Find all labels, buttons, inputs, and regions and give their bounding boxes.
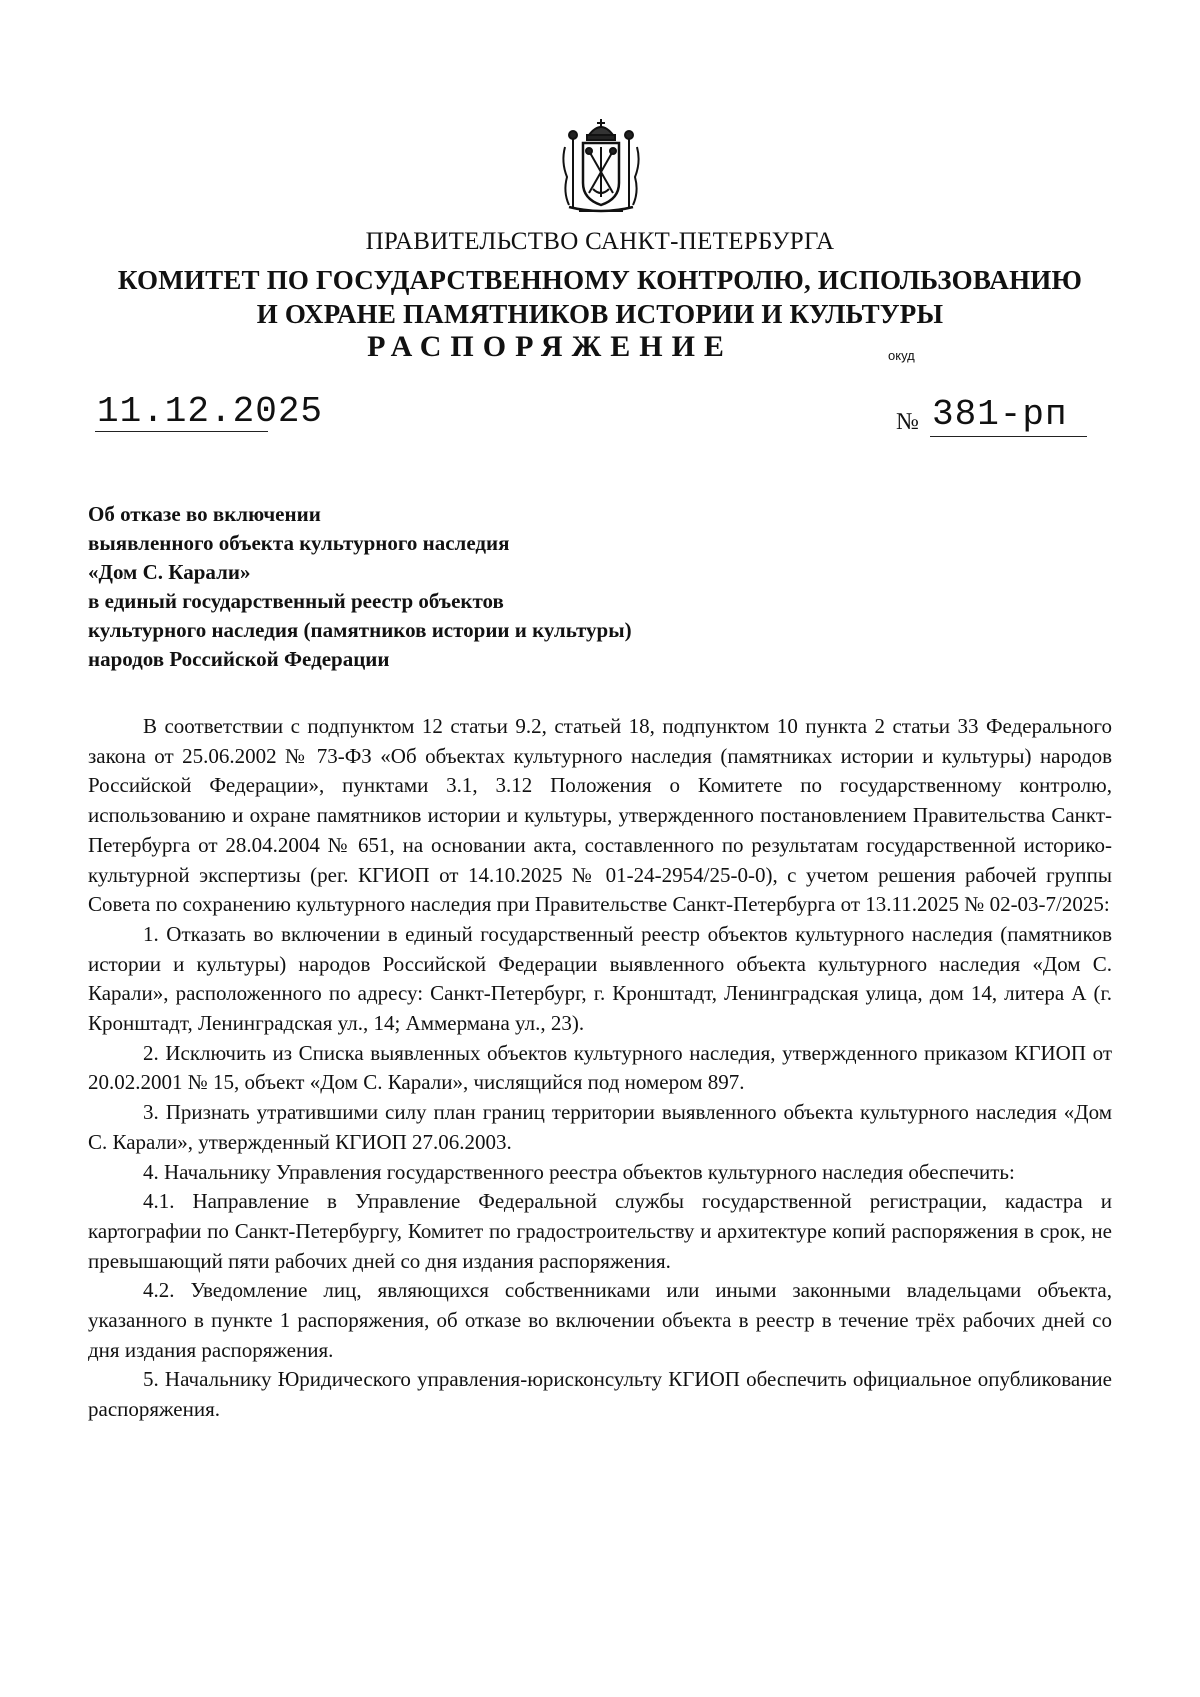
clause-4-2: 4.2. Уведомление лиц, являющихся собственниками или иными законными владельцами объекта, указанного в пункте 1 распоряжения, об отказе во включении объекта в реестр в течение трёх рабочих дней со дня издания распоряжения.	[88, 1278, 1112, 1362]
clause-4-1: 4.1. Направление в Управление Федеральной службы государственной регистрации, кадастра и картографии по Санкт-Петербургу, Комитет по градостроительству и архитектуре копий распоряжения в срок, не превышающий пяти рабочих дней со дня издания распоряжения.	[88, 1189, 1112, 1273]
subject-line: в единый государственный реестр объектов	[88, 589, 504, 613]
clause-2: 2. Исключить из Списка выявленных объектов культурного наследия, утвержденного приказом КГИОП от 20.02.2001 № 15, объект «Дом С. Карали», числящийся под номером 897.	[88, 1040, 1112, 1095]
subject-line: Об отказе во включении	[88, 502, 321, 526]
subject-line: народов Российской Федерации	[88, 647, 390, 671]
date-underline	[95, 431, 268, 432]
subject-line: выявленного объекта культурного наследия	[88, 531, 510, 555]
clause-3: 3. Признать утратившими силу план границ территории выявленного объекта культурного наследия «Дом С. Карали», утвержденный КГИОП 27.06.2003.	[88, 1100, 1112, 1154]
document-type: РАСПОРЯЖЕНИЕ	[367, 330, 733, 363]
clause-1: 1. Отказать во включении в единый государственный реестр объектов культурного наследия (памятников истории и культуры) народов Российской Федерации выявленного объекта культурного наследия «Дом С. Карали», расположенного по адресу: Санкт-Петербург, г. Кронштадт, Ленинградская улица, дом 14, литера А (г. Кронштадт, Ленинградская ул., 14; Аммермана ул., 23).	[88, 921, 1112, 1036]
coat-of-arms-icon	[559, 117, 643, 217]
okud-label: окуд	[888, 348, 915, 363]
document-body	[88, 712, 1112, 1425]
preamble-paragraph: В соответствии с подпунктом 12 статьи 9.2, статьей 18, подпунктом 10 пункта 2 статьи 33 Федерального закона от 25.06.2002 № 73-ФЗ «Об объектах культурного наследия (памятниках истории и культуры) народов Российской Федерации», пунктами 3.1, 3.12 Положения о Комитете по государственному контролю, использованию и охране памятников истории и культуры, утвержденного постановлением Правительства Санкт-Петербурга от 28.04.2004 № 651, на основании акта, составленного по результатам государственной историко-культурной экспертизы (рег. КГИОП от 14.10.2025 № 01-24-2954/25-0-0), с учетом решения рабочей группы Совета по сохранению культурного наследия при Правительстве Санкт-Петербурга от 13.11.2025 № 02-03-7/2025:	[88, 714, 1112, 917]
document-subject	[88, 500, 632, 674]
document-date: 11.12.2025	[97, 391, 324, 432]
number-underline	[930, 436, 1087, 437]
government-title: ПРАВИТЕЛЬСТВО САНКТ-ПЕТЕРБУРГА	[365, 228, 835, 255]
subject-line: культурного наследия (памятников истории и культуры)	[88, 618, 632, 642]
number-label: №	[896, 409, 919, 435]
committee-title-line-1: КОМИТЕТ ПО ГОСУДАРСТВЕННОМУ КОНТРОЛЮ, ИСПОЛЬЗОВАНИЮ	[117, 265, 1083, 295]
committee-title	[0, 263, 1200, 331]
clause-5: 5. Начальнику Юридического управления-юрисконсульту КГИОП обеспечить официальное опубликование распоряжения.	[88, 1367, 1112, 1422]
subject-line: «Дом С. Карали»	[88, 560, 251, 584]
committee-title-line-2: И ОХРАНЕ ПАМЯТНИКОВ ИСТОРИИ И КУЛЬТУРЫ	[256, 299, 944, 329]
document-number: 381-рп	[932, 394, 1068, 435]
clause-4: 4. Начальнику Управления государственного реестра объектов культурного наследия обеспечить:	[143, 1159, 1015, 1184]
